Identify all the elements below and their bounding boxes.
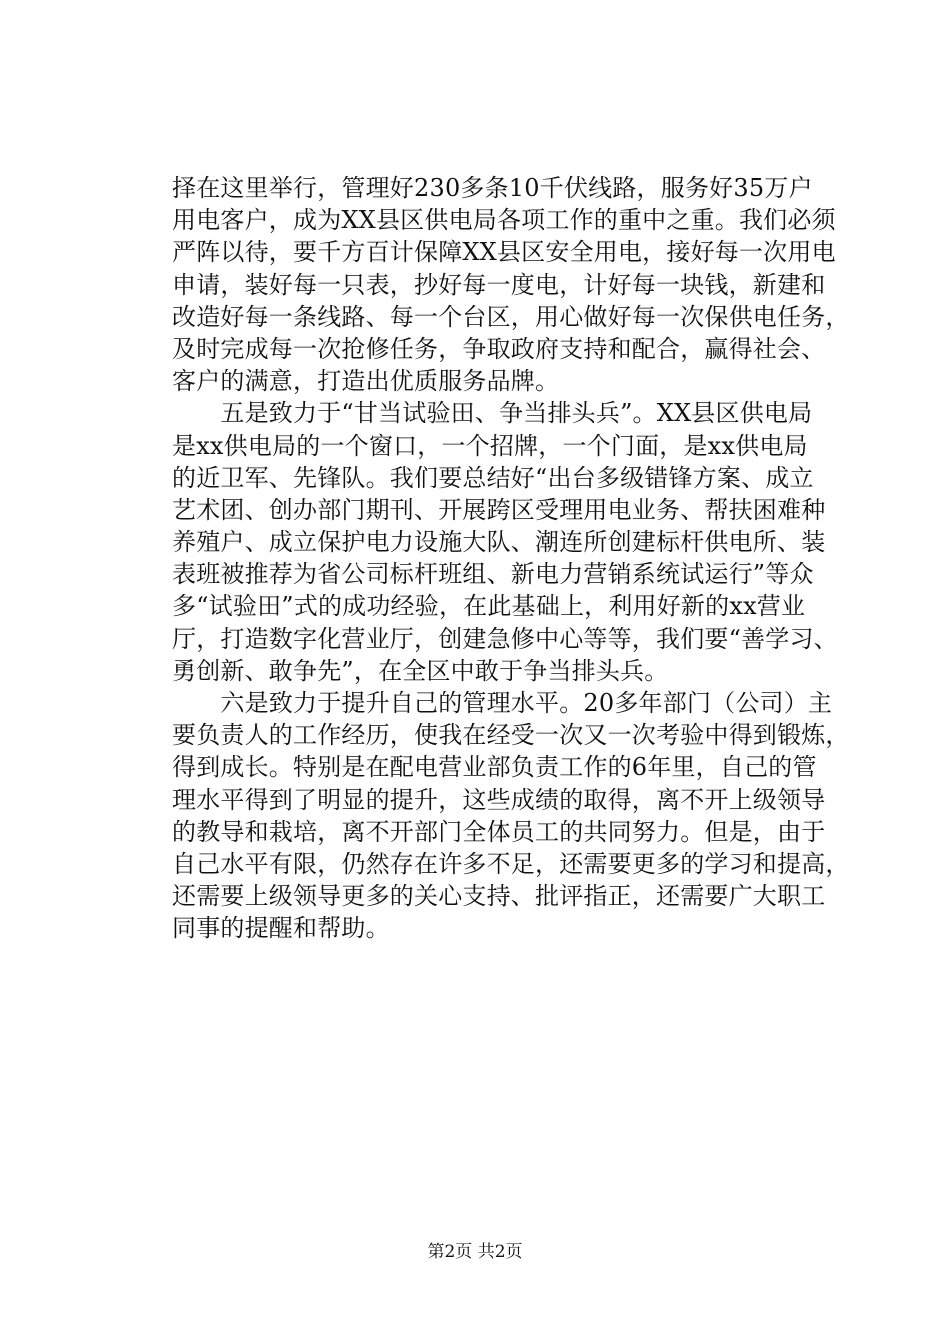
page-number-footer: 第2页 共2页 <box>427 1242 523 1262</box>
text-line: 客户的满意，打造出优质服务品牌。 <box>172 367 560 396</box>
text-line: 及时完成每一次抢修任务，争取政府支持和配合，赢得社会、 <box>172 334 826 363</box>
text-line: 同事的提醒和帮助。 <box>172 914 390 943</box>
text-line: 严阵以待，要千方百计保障XX县区安全用电，接好每一次用电 <box>172 238 836 267</box>
text-line: 申请，装好每一只表，抄好每一度电，计好每一块钱，新建和 <box>172 270 826 299</box>
text-line: 的教导和栽培，离不开部门全体员工的共同努力。但是，由于 <box>172 817 826 846</box>
text-line: 六是致力于提升自己的管理水平。20多年部门（公司）主 <box>172 689 833 717</box>
text-line: 多“试验田”式的成功经验，在此基础上，利用好新的xx营业 <box>172 592 806 621</box>
text-line: 改造好每一条线路、每一个台区，用心做好每一次保供电任务， <box>172 302 850 331</box>
text-line: 用电客户，成为XX县区供电局各项工作的重中之重。我们必须 <box>172 206 836 235</box>
text-line: 得到成长。特别是在配电营业部负责工作的6年里，自己的管 <box>172 753 817 782</box>
text-line: 养殖户、成立保护电力设施大队、潮连所创建标杆供电所、装 <box>172 528 826 557</box>
text-line: 理水平得到了明显的提升，这些成绩的取得，离不开上级领导 <box>172 785 826 814</box>
text-line: 的近卫军、先锋队。我们要总结好“出台多级错锋方案、成立 <box>172 463 814 492</box>
text-line: 还需要上级领导更多的关心支持、批评指正，还需要广大职工 <box>172 882 826 911</box>
text-line: 表班被推荐为省公司标杆班组、新电力营销系统试运行”等众 <box>172 560 814 589</box>
text-line: 要负责人的工作经历，使我在经受一次又一次考验中得到锻炼， <box>172 721 850 750</box>
text-line: 五是致力于“甘当试验田、争当排头兵”。XX县区供电局 <box>172 399 813 428</box>
text-line: 厅，打造数字化营业厅，创建急修中心等等，我们要“善学习、 <box>172 624 838 653</box>
text-line: 勇创新、敢争先”，在全区中敢于争当排头兵。 <box>172 656 669 685</box>
text-line: 艺术团、创办部门期刊、开展跨区受理用电业务、帮扶困难种 <box>172 495 826 524</box>
text-line: 择在这里举行，管理好230多条10千伏线路，服务好35万户 <box>172 174 813 202</box>
text-line: 自己水平有限，仍然存在许多不足，还需要更多的学习和提高， <box>172 849 850 878</box>
text-line: 是xx供电局的一个窗口，一个招牌，一个门面，是xx供电局 <box>172 431 808 460</box>
document-body <box>172 172 852 945</box>
